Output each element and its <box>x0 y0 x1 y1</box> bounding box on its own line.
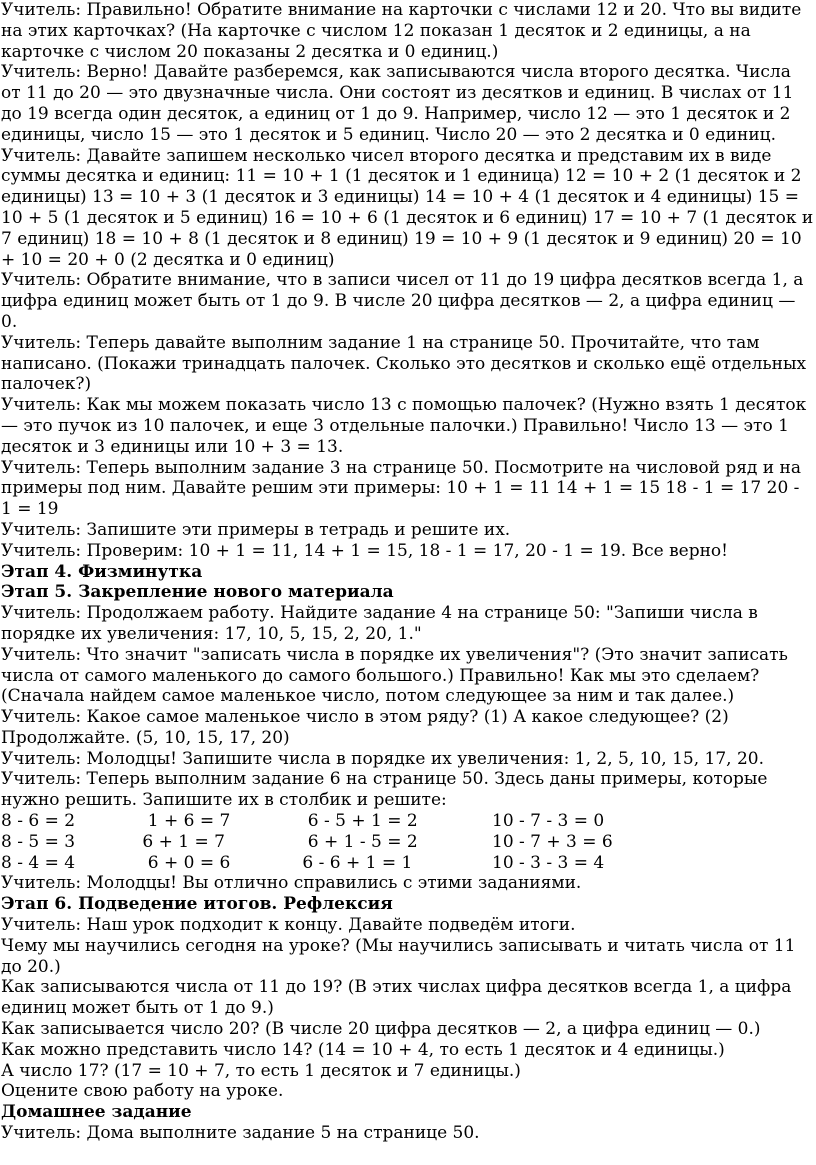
example-cell: 8 - 5 = 3 <box>1 831 76 852</box>
dialogue-summary: Учитель: Наш урок подходит к концу. Давайте подведём итоги. <box>1 915 576 936</box>
question-what-learned: Чему мы научились сегодня на уроке? (Мы научились записывать и читать числа от 11 до 20.) <box>1 935 796 977</box>
dialogue-task-1: Учитель: Теперь давайте выполним задание 1 на странице 50. Прочитайте, что там написано. (Покажи тринадцать палочек. Сколько это десятков и сколько ещё отдельных палочек?) <box>1 332 807 395</box>
example-cell: 8 - 6 = 2 <box>1 811 76 832</box>
dialogue-write-examples: Учитель: Запишите эти примеры в тетрадь и решите их. <box>1 519 511 540</box>
stage-4-heading: Этап 4. Физминутка <box>1 561 203 582</box>
stage-6-heading: Этап 6. Подведение итогов. Рефлексия <box>1 894 393 915</box>
examples-grid <box>1 811 814 873</box>
question-17: А число 17? (17 = 10 + 7, то есть 1 десяток и 7 единицы.) <box>1 1060 521 1081</box>
example-cell: 10 - 3 - 3 = 4 <box>492 852 605 873</box>
example-cell: 1 + 6 = 7 <box>137 811 231 832</box>
dialogue-task-6: Учитель: Теперь выполним задание 6 на странице 50. Здесь даны примеры, которые нужно решить. Запишите их в столбик и решите: <box>1 769 768 811</box>
dialogue-tens-digit-note: Учитель: Обратите внимание, что в записи чисел от 11 до 19 цифра десятков всегда 1, а цифра единиц может быть от 1 до 9. В числе 20 цифра десятков — 2, а цифра единиц — 0. <box>1 270 804 332</box>
self-assessment: Оцените свою работу на уроке. <box>1 1081 284 1102</box>
example-cell: 10 - 7 - 3 = 0 <box>492 811 605 832</box>
dialogue-well-done: Учитель: Молодцы! Вы отлично справились с этими заданиями. <box>1 873 582 894</box>
question-11-19: Как записываются числа от 11 до 19? (В этих числах цифра десятков всегда 1, а цифра единиц может быть от 1 до 9.) <box>1 977 792 1019</box>
dialogue-ascending-order: Учитель: Что значит "записать числа в порядке их увеличения"? (Это значит записать числа от самого маленького до самого большого.) Правильно! Как мы это сделаем? (Сначала найдем самое маленькое число, потом следующее за ним и так далее.) <box>1 644 788 707</box>
homework-text: Учитель: Дома выполните задание 5 на странице 50. <box>1 1123 480 1144</box>
question-14: Как можно представить число 14? (14 = 10 + 4, то есть 1 десяток и 4 единицы.) <box>1 1039 725 1060</box>
dialogue-smallest-number: Учитель: Какое самое маленькое число в этом ряду? (1) А какое следующее? (2) Продолжайте. (5, 10, 15, 17, 20) <box>1 707 729 748</box>
example-cell: 6 - 6 + 1 = 1 <box>297 852 413 873</box>
example-cell: 10 - 7 + 3 = 6 <box>492 831 613 852</box>
dialogue-sticks-13: Учитель: Как мы можем показать число 13 с помощью палочек? (Нужно взять 1 десяток — это пучок из 10 палочек, и еще 3 отдельные палочки.) Правильно! Число 13 — это 1 десяток и 3 единицы или 10 + 3 = 13. <box>1 395 807 457</box>
stage-5-heading: Этап 5. Закрепление нового материала <box>1 582 394 603</box>
dialogue-cards-question: Учитель: Правильно! Обратите внимание на карточки с числами 12 и 20. Что вы видите на этих карточках? (На карточке с числом 12 показан 1 десяток и 2 единицы, а на карточке с числом 20 показаны 2 десятка и 0 единиц.) <box>1 0 802 62</box>
example-cell: 8 - 4 = 4 <box>1 852 76 873</box>
dialogue-sums-list: Учитель: Давайте запишем несколько чисел второго десятка и представим их в виде суммы десятка и единиц: 11 = 10 + 1 (1 десяток и 1 единица) 12 = 10 + 2 (1 десяток и 2 единицы) 13 = 10 + 3 (1 десяток и 3 единицы) 14 = 10 + 4 (1 десяток и 4 единицы) 15 = 10 + 5 (1 десяток и 5 единиц) 16 = 10 + 6 (1 десяток и 6 единиц) 17 = 10 + 7 (1 десяток и 7 единиц) 18 = 10 + 8 (1 десяток и 8 единиц) 19 = 10 + 9 (1 десяток и 9 единиц) 20 = 10 + 10 = 20 + 0 (2 десятка и 0 единиц) <box>1 145 814 270</box>
dialogue-task-4: Учитель: Продолжаем работу. Найдите задание 4 на странице 50: "Запиши числа в порядке их увеличения: 17, 10, 5, 15, 2, 20, 1." <box>1 603 758 644</box>
dialogue-second-decade-intro: Учитель: Верно! Давайте разберемся, как записываются числа второго десятка. Числа от 11 до 20 — это двузначные числа. Они состоят из десятков и единиц. В числах от 11 до 19 всегда один десяток, а единиц от 1 до 9. Например, число 12 — это 1 десяток и 2 единицы, число 15 — это 1 десяток и 5 единиц. Число 20 — это 2 десятка и 0 единиц. <box>1 62 794 145</box>
dialogue-check-examples: Учитель: Проверим: 10 + 1 = 11, 14 + 1 = 15, 18 - 1 = 17, 20 - 1 = 19. Все верно! <box>1 540 728 561</box>
example-cell: 6 + 1 - 5 = 2 <box>297 831 418 852</box>
example-cell: 6 + 1 = 7 <box>137 831 225 852</box>
example-cell: 6 - 5 + 1 = 2 <box>297 811 418 832</box>
dialogue-ordered-numbers: Учитель: Молодцы! Запишите числа в порядке их увеличения: 1, 2, 5, 10, 15, 17, 20. <box>1 748 764 769</box>
dialogue-task-3: Учитель: Теперь выполним задание 3 на странице 50. Посмотрите на числовой ряд и на примеры под ним. Давайте решим эти примеры: 10 + 1 = 11 14 + 1 = 15 18 - 1 = 17 20 - 1 = 19 <box>1 457 801 520</box>
example-cell: 6 + 0 = 6 <box>137 852 231 873</box>
homework-heading: Домашнее задание <box>1 1102 192 1123</box>
question-20: Как записывается число 20? (В числе 20 цифра десятков — 2, а цифра единиц — 0.) <box>1 1019 761 1040</box>
